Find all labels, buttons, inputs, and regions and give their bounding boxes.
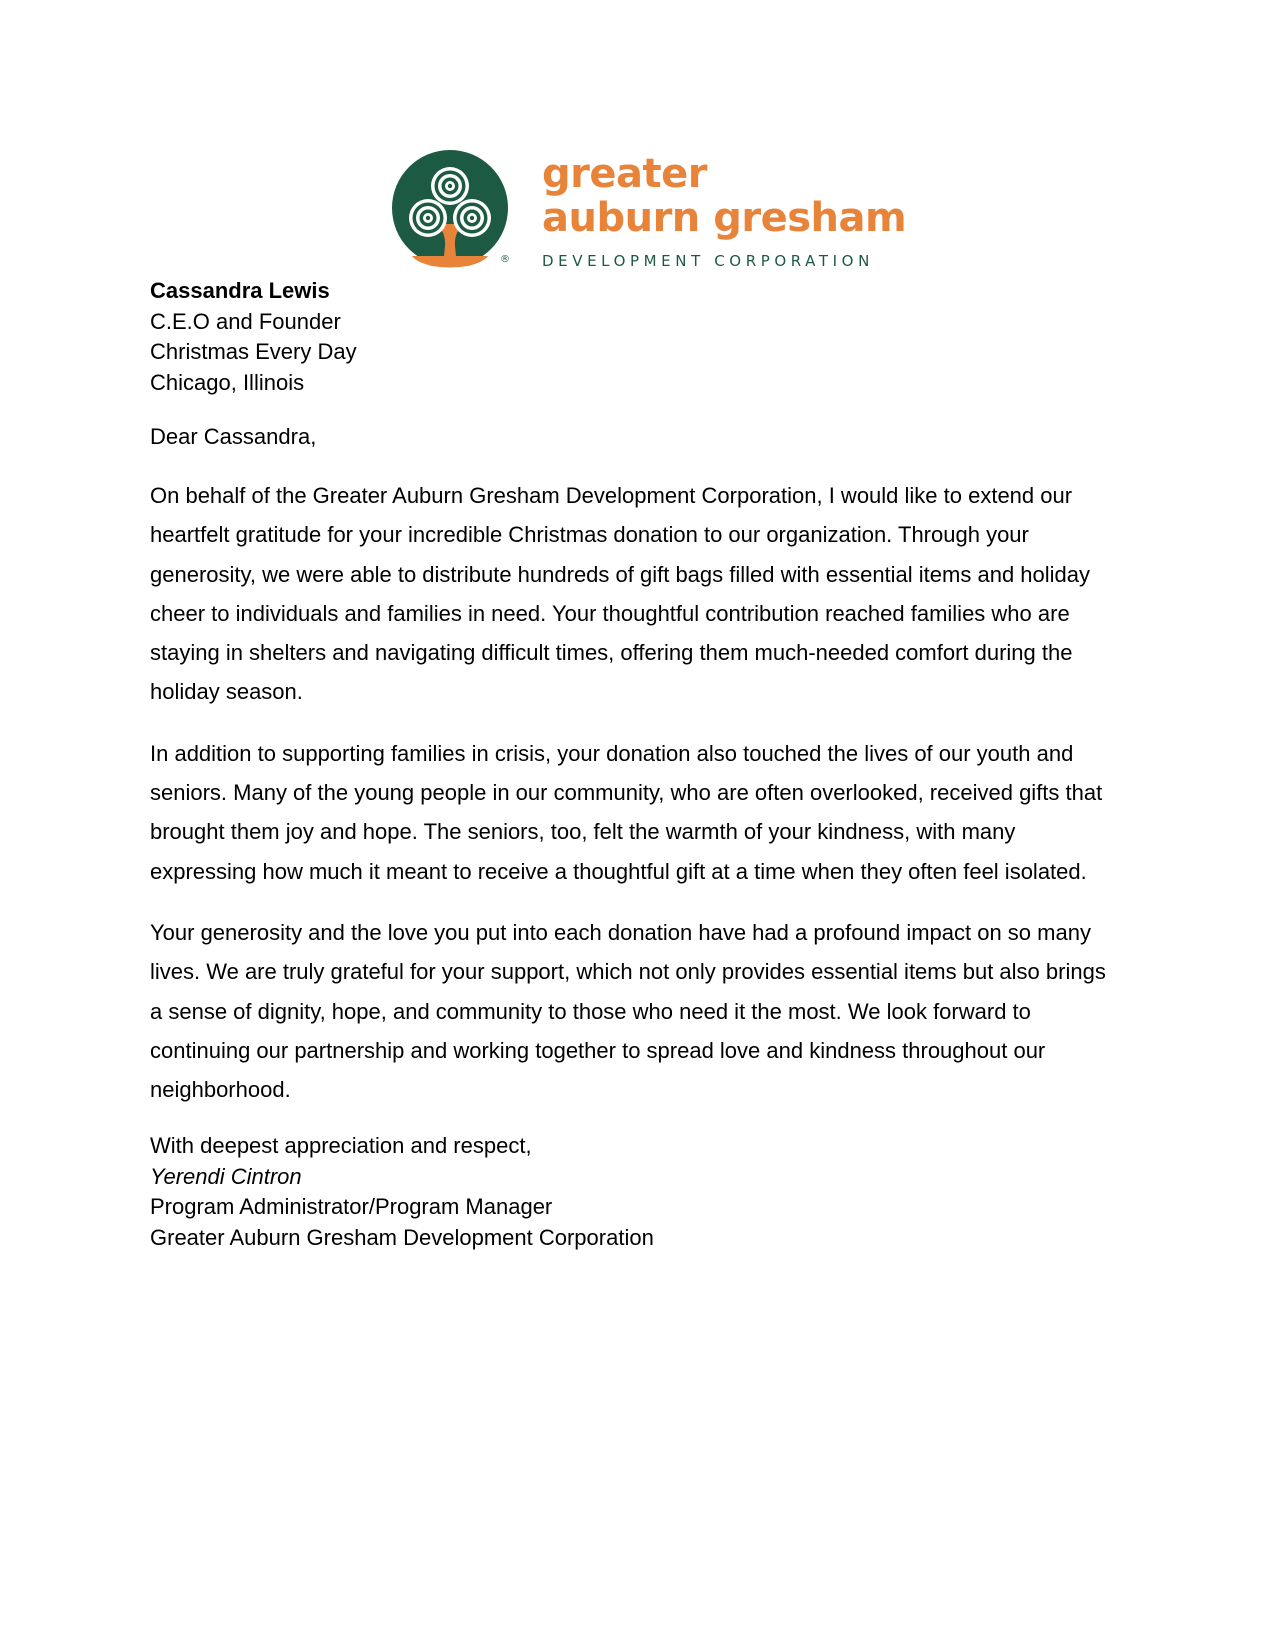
recipient-title: C.E.O and Founder [150,308,341,334]
recipient-block [150,276,1120,398]
valediction: With deepest appreciation and respect, [150,1133,532,1159]
recipient-location: Chicago, Illinois [150,369,305,395]
logo-line-development-corporation: DEVELOPMENT CORPORATION [542,252,874,270]
letter-content [150,276,1120,1253]
tree-emblem-icon [392,150,516,270]
salutation: Dear Cassandra, [150,424,317,449]
registered-mark: ® [500,254,510,265]
body-paragraph-1: On behalf of the Greater Auburn Gresham Development Corporation, I would like to extend our heartfelt gratitude for your incredible Christmas donation to our organization. Through your generosity, we were able to distribute hundreds of gift bags filled with essential items and holiday cheer to individuals and families in need. Your thoughtful contribution reached families who are staying in shelters and navigating difficult times, offering them much-needed comfort during the holiday season. [150,483,1091,705]
body-paragraph-2: In addition to supporting families in crisis, your donation also touched the lives of our youth and seniors. Many of the young people in our community, who are often overlooked, received gifts that brought them joy and hope. The seniors, too, felt the warmth of your kindness, with many expressing how much it meant to receive a thoughtful gift at a time when they often feel isolated. [150,740,1103,884]
closing-block [150,1131,1120,1253]
logo-wordmark [542,151,907,270]
body-paragraph-3: Your generosity and the love you put into each donation have had a profound impact on so many lives. We are truly grateful for your support, which not only provides essential items but also brings a sense of dignity, hope, and community to those who need it the most. We look forward to continuing our partnership and working together to spread love and kindness throughout our neighborhood. [150,919,1106,1103]
signer-title: Program Administrator/Program Manager [150,1194,553,1220]
logo-line-auburn-gresham: auburn gresham [542,195,907,241]
organization-logo [392,150,907,270]
signature-name: Yerendi Cintron [150,1163,302,1189]
recipient-organization: Christmas Every Day [150,339,357,364]
recipient-name: Cassandra Lewis [150,278,330,303]
logo-line-greater: greater [542,151,707,197]
signer-organization: Greater Auburn Gresham Development Corporation [150,1224,654,1250]
